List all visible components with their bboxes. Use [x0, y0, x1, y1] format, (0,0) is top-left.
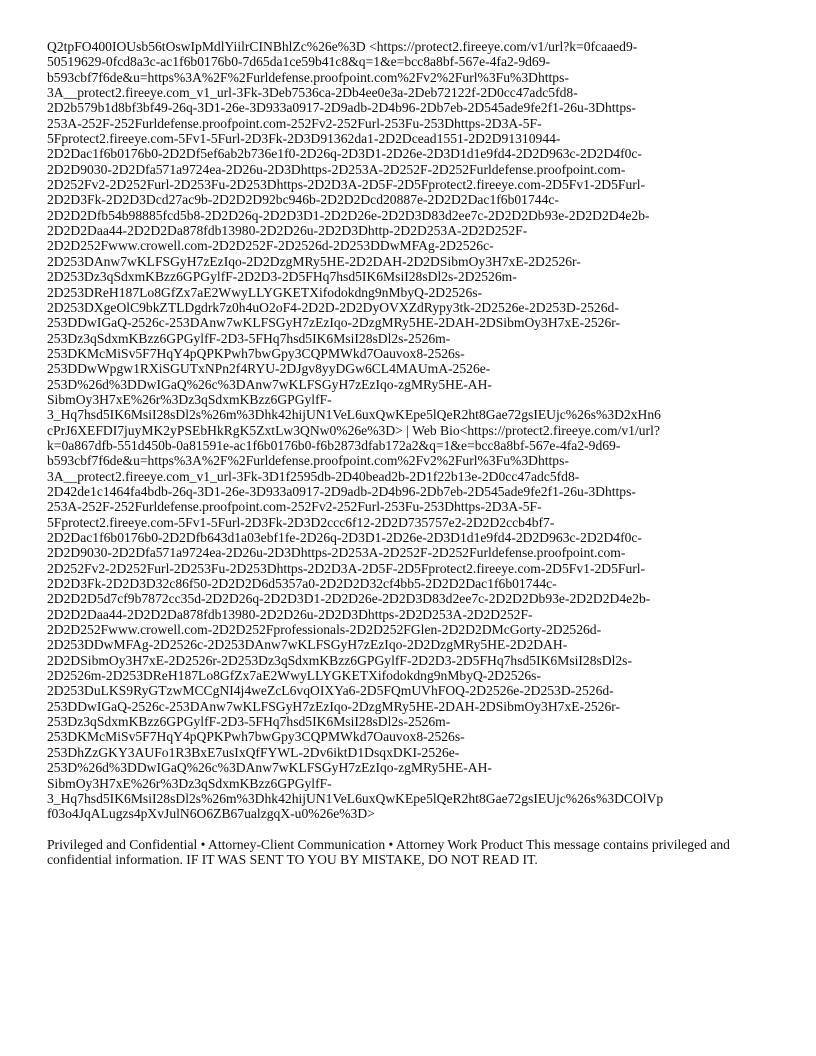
url-text-line: 2D253DDwMFAg-2D2526c-2D253DAnw7wKLFSGyH7zEzIqo-2D2DzgMRy5HE-2D2DAH- [47, 637, 568, 653]
url-text-line: 2D2D2Dfb54b98885fcd5b8-2D2D26q-2D2D3D1-2D2D26e-2D2D3D83d2ee7c-2D2D2Db93e-2D2D2D4e2b- [47, 207, 650, 223]
url-text-line: 50519629-0fcd8a3c-ac1f6b0176b0-7d65da1ce59b41c8&q=1&e=bcc8a8bf-567e-4fa2-9d69- [47, 54, 551, 70]
url-text-line: b593cbf7f6de&u=https%3A%2F%2Furldefense.proofpoint.com%2Fv2%2Furl%3Fu%3Dhttps- [47, 453, 569, 469]
url-text-line: 2D2526m-2D253DReH187Lo8GfZx7aE2WwyLLYGKETXifodokdng9nMbyQ-2D2526s- [47, 668, 541, 684]
url-text-line: 2D2DSibmOy3H7xE-2D2526r-2D253Dz3qSdxmKBzz6GPGylfF-2D2D3-2D5FHq7hsd5IK6MsiI28sDl2s- [47, 652, 633, 668]
url-text-line: 3_Hq7hsd5IK6MsiI28sDl2s%26m%3Dhk42hijUN1VeL6uxQwKEpe5lQeR2ht8Gae72gsIEUjc%26s%3DCOlVp [47, 790, 664, 806]
url-text-line: 2D2D3Fk-2D2D3D32c86f50-2D2D2D6d5357a0-2D2D2D32cf4bb5-2D2D2Dac1f6b01744c- [47, 576, 557, 592]
url-text-line: 253DDwIGaQ-2526c-253DAnw7wKLFSGyH7zEzIqo-2DzgMRy5HE-2DAH-2DSibmOy3H7xE-2526r- [47, 698, 621, 714]
url-text-line: 2D2D9030-2D2Dfa571a9724ea-2D26u-2D3Dhttps-2D253A-2D252F-2D252Furldefense.proofpoint.com- [47, 161, 626, 177]
url-text-line: b593cbf7f6de&u=https%3A%2F%2Furldefense.proofpoint.com%2Fv2%2Furl%3Fu%3Dhttps- [47, 69, 569, 85]
url-text-line: 253DDwIGaQ-2526c-253DAnw7wKLFSGyH7zEzIqo-2DzgMRy5HE-2DAH-2DSibmOy3H7xE-2526r- [47, 315, 621, 331]
url-text-line: 253DKMcMiSv5F7HqY4pQPKPwh7bwGpy3CQPMWkd7Oauvox8-2526s- [47, 345, 465, 361]
url-text-line: 2D2D252Fwww.crowell.com-2D2D252F-2D2526d-2D253DDwMFAg-2D2526c- [47, 238, 494, 254]
url-text-line: 253Dz3qSdxmKBzz6GPGylfF-2D3-5FHq7hsd5IK6MsiI28sDl2s-2526m- [47, 714, 451, 730]
url-text-line: 253Dz3qSdxmKBzz6GPGylfF-2D3-5FHq7hsd5IK6MsiI28sDl2s-2526m- [47, 330, 451, 346]
url-text-line: 5Fprotect2.fireeye.com-5Fv1-5Furl-2D3Fk-2D3D2ccc6f12-2D2D735757e2-2D2D2ccb4bf7- [47, 514, 555, 530]
url-text-line: 2D2D2Daa44-2D2D2Da878fdb13980-2D2D26u-2D2D3Dhttps-2D2D253A-2D2D252F- [47, 606, 533, 622]
url-text-line: 2D2D2D5d7cf9b7872cc35d-2D2D26q-2D2D3D1-2D2D26e-2D2D3D83d2ee7c-2D2D2Db93e-2D2D2D4e2b- [47, 591, 651, 607]
url-text-line: Q2tpFO400IOUsb56tOswIpMdlYiilrCINBhlZc%26e%3D <https://protect2.fireeye.com/v1/url?k=0fcaaed9- [47, 39, 638, 54]
url-text-line: 2D252Fv2-2D252Furl-2D253Fu-2D253Dhttps-2D2D3A-2D5F-2D5Fprotect2.fireeye.com-2D5Fv1-2D5Furl- [47, 560, 646, 576]
url-text-line: 3A__protect2.fireeye.com_v1_url-3Fk-3D1f2595db-2D40bead2b-2D1f22b13e-2D0cc47adc5fd8- [47, 468, 580, 484]
url-text-line: 2D252Fv2-2D252Furl-2D253Fu-2D253Dhttps-2D2D3A-2D5F-2D5Fprotect2.fireeye.com-2D5Fv1-2D5Furl- [47, 177, 646, 193]
document-page [47, 39, 773, 867]
url-text-line: 253DDwWpgw1RXiSGUTxNPn2f4RYU-2DJgv8yyDGw6CL4MAUmA-2526e- [47, 361, 491, 377]
url-text-line: cPrJ6XEFDI7juyMK2yPSEbHkRgK5ZxtLw3QNw0%26e%3D> | Web Bio<https://protect2.fireeye.com/v1/url? [47, 422, 660, 438]
url-text-line: 2D2D2Daa44-2D2D2Da878fdb13980-2D2D26u-2D2D3Dhttp-2D2D253A-2D2D252F- [47, 223, 528, 239]
url-text-line: SibmOy3H7xE%26r%3Dz3qSdxmKBzz6GPGylfF- [47, 391, 332, 407]
url-text-line: k=0a867dfb-551d450b-0a81591e-ac1f6b0176b0-f6b2873dfab172a2&q=1&e=bcc8a8bf-567e-4fa2-9d69- [47, 437, 621, 453]
url-text-line: 2D2D3Fk-2D2D3Dcd27ac9b-2D2D2D92bc946b-2D2D2Dcd20887e-2D2D2Dac1f6b01744c- [47, 192, 559, 208]
url-text-line: 2D253DAnw7wKLFSGyH7zEzIqo-2D2DzgMRy5HE-2D2DAH-2D2DSibmOy3H7xE-2D2526r- [47, 253, 581, 269]
url-text-line: 2D2Dac1f6b0176b0-2D2Df5ef6ab2b736e1f0-2D26q-2D3D1-2D26e-2D3D1d1e9fd4-2D2D963c-2D2D4f0c- [47, 146, 642, 162]
url-text-line: 2D2Dac1f6b0176b0-2D2Dfb643d1a03ebf1fe-2D26q-2D3D1-2D26e-2D3D1d1e9fd4-2D2D963c-2D2D4f0c- [47, 530, 642, 545]
url-text-line: 253D%26d%3DDwIGaQ%26c%3DAnw7wKLFSGyH7zEzIqo-zgMRy5HE-AH- [47, 760, 492, 776]
url-text-line: 253A-252F-252Furldefense.proofpoint.com-252Fv2-252Furl-253Fu-253Dhttps-2D3A-5F- [47, 115, 542, 131]
url-text-line: 3A__protect2.fireeye.com_v1_url-3Fk-3Deb7536ca-2Db4ee0e3a-2Deb72122f-2D0cc47adc5fd8- [47, 85, 578, 101]
url-text-line: 253D%26d%3DDwIGaQ%26c%3DAnw7wKLFSGyH7zEzIqo-zgMRy5HE-AH- [47, 376, 492, 392]
confidentiality-notice: Privileged and Confidential • Attorney-Client Communication • Attorney Work Product This message contains privileged and confidential information. IF IT WAS SENT TO YOU BY MISTAKE, DO NOT READ IT. [47, 836, 730, 867]
url-text-line: 2D253DReH187Lo8GfZx7aE2WwyLLYGKETXifodokdng9nMbyQ-2D2526s- [47, 284, 483, 300]
url-text-line: 2D2D252Fwww.crowell.com-2D2D252Fprofessionals-2D2D252FGlen-2D2D2DMcGorty-2D2526d- [47, 622, 602, 638]
url-text-line: 253DhZzGKY3AUFo1R3BxE7usIxQfFYWL-2Dv6iktD1DsqxDKI-2526e- [47, 744, 460, 760]
url-text-line: 3_Hq7hsd5IK6MsiI28sDl2s%26m%3Dhk42hijUN1VeL6uxQwKEpe5lQeR2ht8Gae72gsIEUjc%26s%3D2xHn6 [47, 407, 661, 423]
url-text-line: 2D253DXgeOlC9bkZTLDgdrk7z0h4uO2oF4-2D2D-2D2DyOVXZdRypy3tk-2D2526e-2D253D-2526d- [47, 299, 619, 315]
url-text-line: 253DKMcMiSv5F7HqY4pQPKPwh7bwGpy3CQPMWkd7Oauvox8-2526s- [47, 729, 465, 745]
url-text-line: SibmOy3H7xE%26r%3Dz3qSdxmKBzz6GPGylfF- [47, 775, 332, 791]
url-text-line: 5Fprotect2.fireeye.com-5Fv1-5Furl-2D3Fk-2D3D91362da1-2D2Dcead1551-2D2D91310944- [47, 131, 561, 147]
email-link-text-block [47, 39, 773, 822]
url-text-line: 2D253DuLKS9RyGTzwMCCgNI4j4weZcL6vqOIXYa6-2D5FQmUVhFOQ-2D2526e-2D253D-2526d- [47, 683, 614, 699]
url-text-line: 2D253Dz3qSdxmKBzz6GPGylfF-2D2D3-2D5FHq7hsd5IK6MsiI28sDl2s-2D2526m- [47, 269, 517, 285]
url-text-line: 2D42de1c1464fa4bdb-26q-3D1-26e-3D933a0917-2D9adb-2D4b96-2Db7eb-2D545ade9fe2f1-26u-3Dhttps- [47, 483, 636, 499]
url-text-line: 2D2D9030-2D2Dfa571a9724ea-2D26u-2D3Dhttps-2D253A-2D252F-2D252Furldefense.proofpoint.com- [47, 545, 626, 561]
url-text-line: f03o4JqALugzs4pXvJulN6O6ZB67ualzgqX-u0%26e%3D> [47, 806, 375, 822]
url-text-line: 2D2b579b1d8bf3bf49-26q-3D1-26e-3D933a0917-2D9adb-2D4b96-2Db7eb-2D545ade9fe2f1-26u-3Dhttps- [47, 100, 636, 116]
url-text-line: 253A-252F-252Furldefense.proofpoint.com-252Fv2-252Furl-253Fu-253Dhttps-2D3A-5F- [47, 499, 542, 515]
